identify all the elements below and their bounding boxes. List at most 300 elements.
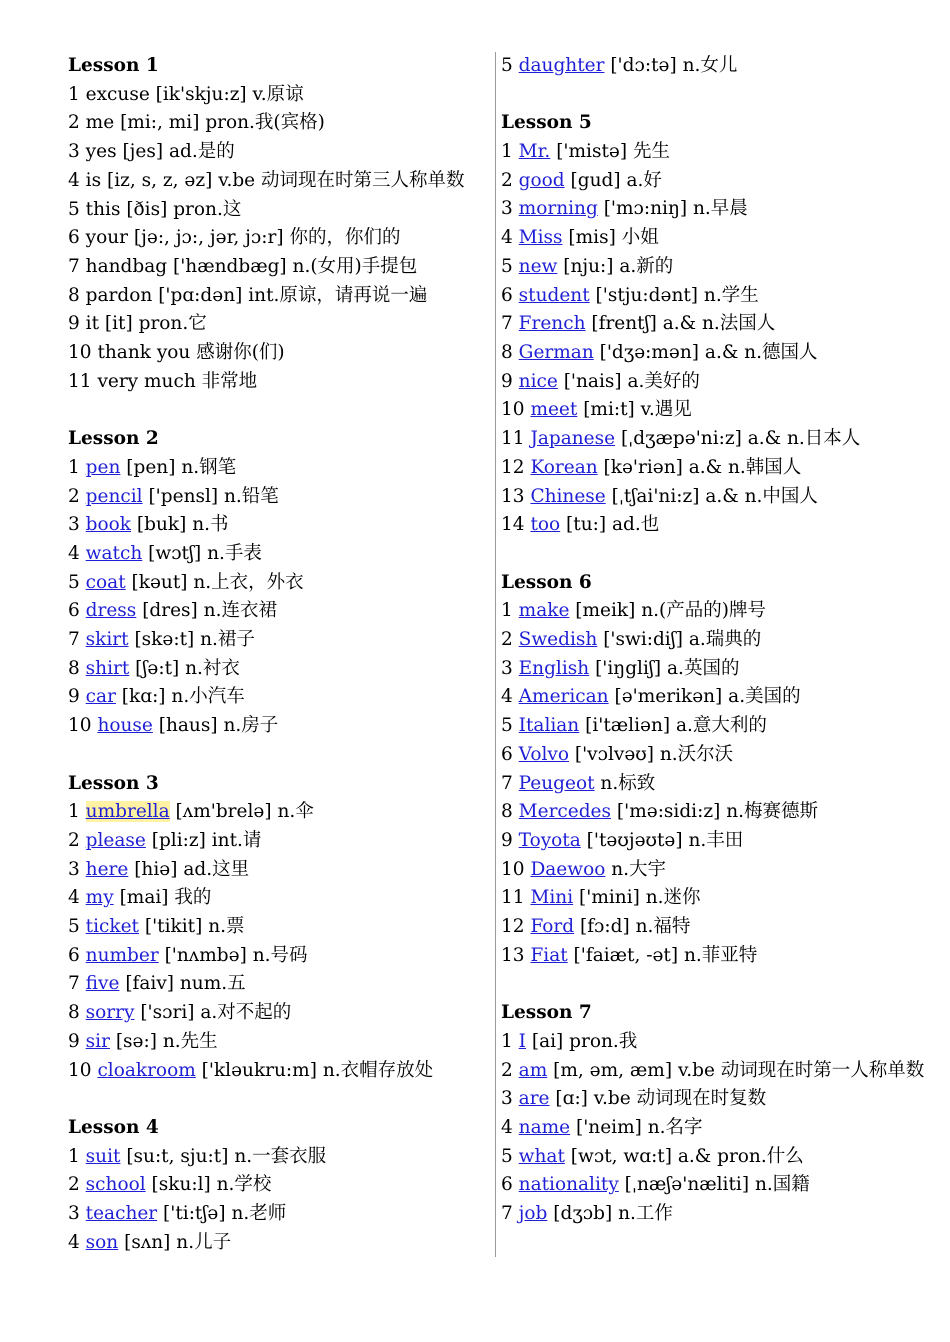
vocab-entry <box>68 282 488 311</box>
vocab-entry <box>501 856 926 885</box>
phonetic: [sʌn] <box>124 1231 171 1253</box>
vocab-entry <box>68 1028 488 1057</box>
vocab-entry <box>68 454 488 483</box>
entry-number: 4 <box>501 1116 513 1138</box>
word-link[interactable]: morning <box>518 198 598 220</box>
entry-word: very much <box>97 370 196 392</box>
entry-number: 8 <box>501 801 513 823</box>
vocab-entry <box>68 970 488 999</box>
lesson-title: Lesson 5 <box>501 112 592 134</box>
phonetic: [ɑ:] <box>555 1088 588 1110</box>
word-link[interactable]: too <box>530 514 561 536</box>
vocab-entry <box>501 425 926 454</box>
phonetic: [dres] <box>142 600 198 622</box>
word-link[interactable]: nationality <box>518 1174 619 1196</box>
vocab-entry <box>68 597 488 626</box>
entry-number: 10 <box>501 858 525 880</box>
word-link[interactable]: Fiat <box>530 944 568 966</box>
phonetic: [sku:l] <box>151 1174 211 1196</box>
definition: n.福特 <box>635 916 691 938</box>
vocab-entry <box>501 1085 926 1114</box>
right-column <box>501 52 926 1229</box>
word-link[interactable]: Mr. <box>518 141 551 163</box>
phonetic: [mi:, mi] <box>120 112 200 134</box>
phonetic: [ˌnæʃə'næliti] <box>624 1174 750 1196</box>
phonetic: [ˌdʒæpə'ni:z] <box>620 428 742 450</box>
vocab-entry <box>68 913 488 942</box>
word-link[interactable]: number <box>85 944 159 966</box>
blank-line <box>68 1085 488 1114</box>
vocab-entry <box>501 368 926 397</box>
phonetic: [frentʃ] <box>591 313 657 335</box>
definition: ad.也 <box>611 514 660 536</box>
entry-number: 12 <box>501 456 525 478</box>
word-link[interactable]: Italian <box>518 715 580 737</box>
entry-number: 8 <box>68 284 80 306</box>
word-link[interactable]: Peugeot <box>518 772 595 794</box>
definition: 非常地 <box>201 370 258 392</box>
entry-number: 1 <box>501 600 513 622</box>
phonetic: [jes] <box>122 141 164 163</box>
entry-number: 5 <box>501 55 513 76</box>
word-link[interactable]: five <box>85 973 120 995</box>
definition: a.& n.韩国人 <box>688 456 802 478</box>
word-link[interactable]: Toyota <box>518 829 581 851</box>
vocab-entry <box>501 1171 926 1200</box>
phonetic: [sə:] <box>115 1030 157 1052</box>
phonetic: [ai] <box>531 1030 564 1052</box>
word-link[interactable]: dress <box>85 600 137 622</box>
word-link[interactable]: English <box>518 657 590 679</box>
phonetic: ['təʊjəʊtə] <box>586 829 683 851</box>
vocab-entry <box>501 712 926 741</box>
vocab-entry <box>68 109 488 138</box>
entry-number: 3 <box>501 198 513 220</box>
definition: int.原谅，请再说一遍 <box>248 284 428 306</box>
phonetic: ['dʒə:mən] <box>599 342 700 363</box>
vocab-entry <box>501 597 926 626</box>
phonetic: ['sɔri] <box>140 1002 195 1024</box>
entry-number: 1 <box>68 1145 80 1167</box>
entry-number: 6 <box>501 743 513 765</box>
definition: ad.是的 <box>168 141 235 163</box>
definition: n.号码 <box>252 944 308 966</box>
word-link[interactable]: American <box>518 686 609 708</box>
definition: pron.我(宾格) <box>205 112 325 134</box>
vocab-entry <box>501 626 926 655</box>
word-link[interactable]: what <box>518 1145 565 1167</box>
entry-number: 11 <box>68 370 92 392</box>
phonetic: [buk] <box>136 514 187 536</box>
phonetic: [kə'riən] <box>603 456 683 478</box>
phonetic: ['vɔlvəʊ] <box>574 743 654 765</box>
vocab-entry <box>501 1200 926 1229</box>
word-link[interactable]: I <box>518 1030 526 1052</box>
definition: pron.这 <box>173 198 242 220</box>
word-link[interactable]: suit <box>85 1145 121 1167</box>
definition: n.学生 <box>703 284 759 306</box>
entry-word: your <box>85 227 129 249</box>
vocab-entry <box>501 454 926 483</box>
definition: n.名字 <box>647 1116 703 1138</box>
vocab-entry <box>501 167 926 196</box>
blank-line <box>501 540 926 569</box>
word-link[interactable]: Korean <box>530 456 598 478</box>
phonetic: [ʃə:t] <box>135 657 180 679</box>
word-link[interactable]: Mercedes <box>518 801 612 823</box>
lesson-title: Lesson 2 <box>68 428 159 450</box>
word-link[interactable]: German <box>518 342 594 363</box>
entry-number: 7 <box>68 629 80 651</box>
word-link[interactable]: Chinese <box>530 485 606 507</box>
definition: 小姐 <box>621 227 659 249</box>
vocab-entry <box>68 655 488 684</box>
vocab-entry <box>501 310 926 339</box>
vocab-entry <box>68 683 488 712</box>
phonetic: [ˌtʃai'ni:z] <box>611 485 700 507</box>
word-link[interactable]: French <box>518 313 586 335</box>
entry-word: excuse <box>85 83 150 105</box>
vocab-entry <box>501 195 926 224</box>
vocab-entry <box>501 683 926 712</box>
word-link[interactable]: watch <box>85 542 143 564</box>
entry-number: 3 <box>501 1088 513 1110</box>
word-link[interactable]: house <box>97 715 153 737</box>
word-link[interactable]: nice <box>518 370 558 392</box>
definition: n.铅笔 <box>224 485 279 507</box>
word-link[interactable]: school <box>85 1174 146 1196</box>
definition: n.连衣裙 <box>203 600 277 622</box>
word-link[interactable]: sorry <box>85 1002 135 1024</box>
vocab-entry <box>68 339 488 368</box>
definition: n.上衣，外衣 <box>193 571 304 593</box>
vocab-entry <box>501 655 926 684</box>
entry-number: 7 <box>501 313 513 335</box>
phonetic: [pen] <box>126 456 176 478</box>
definition: a.& pron.什么 <box>677 1145 804 1167</box>
word-link[interactable]: am <box>518 1059 548 1081</box>
word-link[interactable]: are <box>518 1088 550 1110</box>
definition: pron.它 <box>138 313 207 335</box>
entry-word: is <box>85 169 102 191</box>
definition: n.大宇 <box>611 858 667 880</box>
word-link[interactable]: Miss <box>518 227 563 249</box>
vocab-entry <box>68 224 488 253</box>
entry-number: 8 <box>501 342 513 363</box>
entry-number: 12 <box>501 916 525 938</box>
entry-number: 13 <box>501 944 525 966</box>
vocab-entry <box>501 798 926 827</box>
blank-line <box>68 396 488 425</box>
vocab-entry <box>501 483 926 512</box>
definition: n.女儿 <box>682 55 738 76</box>
word-link[interactable]: shirt <box>85 657 130 679</box>
phonetic: [haus] <box>158 715 218 737</box>
entry-number: 1 <box>68 801 80 823</box>
word-link[interactable]: son <box>85 1231 119 1253</box>
vocab-entry <box>68 942 488 971</box>
entry-number: 1 <box>501 1030 513 1052</box>
vocab-entry <box>68 999 488 1028</box>
entry-word: pardon <box>85 284 153 306</box>
word-link[interactable]: sir <box>85 1030 110 1052</box>
definition: v.遇见 <box>640 399 692 421</box>
entry-number: 9 <box>501 829 513 851</box>
vocab-entry <box>501 1114 926 1143</box>
definition: a.美好的 <box>627 370 700 392</box>
entry-number: 3 <box>68 141 80 163</box>
phonetic: ['faiæt, -ət] <box>573 944 679 966</box>
phonetic: [faiv] <box>125 973 174 995</box>
definition: n.迷你 <box>645 887 701 909</box>
entry-number: 5 <box>68 571 80 593</box>
entry-number: 4 <box>68 169 80 191</box>
vocab-entry <box>68 798 488 827</box>
definition: n.衣帽存放处 <box>322 1059 434 1081</box>
entry-number: 6 <box>501 284 513 306</box>
definition: a.美国的 <box>728 686 801 708</box>
word-link[interactable]: new <box>518 255 558 277</box>
phonetic: [jə:, jɔ:, jər, jɔ:r] <box>133 227 284 249</box>
entry-number: 6 <box>68 227 80 249</box>
word-link[interactable]: Volvo <box>518 743 569 765</box>
definition: n.票 <box>208 916 245 938</box>
definition: n.学校 <box>216 1174 272 1196</box>
definition: 你的，你们的 <box>289 227 401 249</box>
vocab-entry <box>501 511 926 540</box>
entry-number: 3 <box>68 858 80 880</box>
vocab-entry <box>68 1229 488 1258</box>
entry-number: 2 <box>68 485 80 507</box>
word-link[interactable]: Daewoo <box>530 858 606 880</box>
vocab-entry <box>501 1028 926 1057</box>
phonetic: [kɑ:] <box>121 686 166 708</box>
vocab-entry <box>501 253 926 282</box>
definition: n.裙子 <box>200 629 255 651</box>
entry-number: 2 <box>501 629 513 650</box>
definition: 我的 <box>174 887 212 909</box>
word-link[interactable]: coat <box>85 571 126 593</box>
phonetic: ['stju:dənt] <box>595 284 699 306</box>
word-link[interactable]: umbrella <box>85 801 170 823</box>
vocab-entry <box>68 1143 488 1172</box>
definition: n.老师 <box>231 1203 287 1225</box>
definition: a.意大利的 <box>675 715 767 737</box>
phonetic: [dʒɔb] <box>553 1203 613 1225</box>
entry-number: 3 <box>501 657 513 679</box>
entry-word: thank you <box>97 342 191 364</box>
phonetic: [it] <box>104 313 133 335</box>
entry-number: 6 <box>68 944 80 966</box>
word-link[interactable]: car <box>85 686 116 708</box>
definition: a.英国的 <box>667 657 740 679</box>
definition: n.国籍 <box>754 1174 810 1196</box>
word-link[interactable]: student <box>518 284 590 306</box>
word-link[interactable]: Swedish <box>518 629 598 650</box>
phonetic: ['dɔ:tə] <box>610 55 677 76</box>
word-link[interactable]: book <box>85 514 132 536</box>
definition: n.(产品的)牌号 <box>641 600 766 622</box>
entry-number: 5 <box>68 916 80 938</box>
definition: 感谢你(们) <box>196 342 285 364</box>
vocab-entry <box>68 511 488 540</box>
entry-number: 11 <box>501 887 525 909</box>
entry-number: 2 <box>501 169 513 191</box>
definition: a.对不起的 <box>200 1002 292 1024</box>
vocab-entry <box>501 770 926 799</box>
vocab-entry <box>68 1200 488 1229</box>
entry-number: 7 <box>501 772 513 794</box>
word-link[interactable]: meet <box>530 399 578 421</box>
column-divider <box>495 52 496 1257</box>
phonetic: ['mɔ:niŋ] <box>603 198 688 220</box>
entry-word: handbag <box>85 255 168 277</box>
lesson-title: Lesson 6 <box>501 571 592 593</box>
word-link[interactable]: job <box>518 1203 548 1225</box>
word-link[interactable]: Ford <box>530 916 575 938</box>
blank-line <box>68 741 488 770</box>
phonetic: ['mistə] <box>556 141 628 163</box>
entry-word: this <box>85 198 121 220</box>
entry-number: 4 <box>501 227 513 249</box>
word-link[interactable]: please <box>85 829 146 851</box>
entry-number: 9 <box>68 686 80 708</box>
phonetic: ['hændbæg] <box>172 255 287 277</box>
phonetic: ['swi:diʃ] <box>603 629 683 650</box>
phonetic: [tu:] <box>566 514 607 536</box>
phonetic: ['nʌmbə] <box>164 944 247 966</box>
word-link[interactable]: my <box>85 887 114 909</box>
phonetic: [ə'merikən] <box>614 686 723 708</box>
definition: 先生 <box>632 141 670 163</box>
entry-number: 14 <box>501 514 525 536</box>
entry-number: 9 <box>501 370 513 392</box>
vocab-entry <box>501 1143 926 1172</box>
entry-number: 7 <box>68 255 80 277</box>
phonetic: ['kləukru:m] <box>201 1059 317 1081</box>
phonetic: [i'tæliən] <box>585 715 671 737</box>
entry-number: 5 <box>501 1145 513 1167</box>
vocab-entry <box>501 224 926 253</box>
entry-number: 9 <box>68 313 80 335</box>
phonetic: [hiə] <box>134 858 178 880</box>
word-link[interactable]: ticket <box>85 916 139 938</box>
lesson-title: Lesson 7 <box>501 1002 592 1024</box>
phonetic: ['pɑ:dən] <box>158 284 243 306</box>
lesson-title: Lesson 1 <box>68 55 159 76</box>
phonetic: [ik'skju:z] <box>155 83 247 105</box>
vocab-entry <box>501 913 926 942</box>
definition: n.钢笔 <box>181 456 237 478</box>
entry-number: 13 <box>501 485 525 507</box>
phonetic: [wɔt, wɑ:t] <box>570 1145 672 1167</box>
vocab-entry <box>68 253 488 282</box>
word-link[interactable]: make <box>518 600 570 622</box>
definition: n.丰田 <box>688 829 744 851</box>
word-link[interactable]: Mini <box>530 887 574 909</box>
definition: a.& n.中国人 <box>705 485 818 507</box>
definition: v.be 动词现在时第一人称单数 <box>677 1059 925 1081</box>
entry-number: 4 <box>501 686 513 708</box>
vocab-entry <box>68 884 488 913</box>
entry-number: 10 <box>501 399 525 421</box>
definition: n.工作 <box>618 1203 673 1225</box>
vocab-entry <box>501 1057 926 1086</box>
entry-number: 1 <box>501 141 513 163</box>
definition: a.好 <box>626 169 662 191</box>
word-link[interactable]: Japanese <box>530 428 616 450</box>
entry-number: 2 <box>68 829 80 851</box>
definition: v.原谅 <box>252 83 304 105</box>
definition: a.新的 <box>619 255 674 277</box>
phonetic: ['ti:tʃə] <box>163 1203 226 1225</box>
word-link[interactable]: name <box>518 1116 571 1138</box>
word-link[interactable]: here <box>85 858 129 880</box>
entry-number: 2 <box>68 1174 80 1196</box>
vocab-entry <box>68 569 488 598</box>
entry-number: 4 <box>68 887 80 909</box>
phonetic: [meik] <box>575 600 636 622</box>
phonetic: ['pensl] <box>148 485 219 507</box>
definition: n.梅赛德斯 <box>726 801 818 823</box>
word-link[interactable]: skirt <box>85 629 129 651</box>
vocab-entry <box>501 138 926 167</box>
word-link[interactable]: pen <box>85 456 121 478</box>
vocab-entry <box>501 52 926 81</box>
vocab-entry <box>68 138 488 167</box>
vocab-entry <box>68 827 488 856</box>
definition: n.儿子 <box>176 1231 232 1253</box>
phonetic: [ʌm'brelə] <box>175 801 272 823</box>
definition: n.沃尔沃 <box>659 743 734 765</box>
vocab-entry <box>68 167 488 196</box>
word-link[interactable]: teacher <box>85 1203 158 1225</box>
definition: n.衬衣 <box>185 657 240 679</box>
word-link[interactable]: good <box>518 169 565 191</box>
definition: n.先生 <box>162 1030 218 1052</box>
definition: n.书 <box>192 514 229 536</box>
definition: n.标致 <box>600 772 656 794</box>
entry-number: 11 <box>501 428 525 450</box>
word-link[interactable]: cloakroom <box>97 1059 196 1081</box>
definition: v.be 动词现在时第三人称单数 <box>218 169 465 191</box>
phonetic: ['iŋgliʃ] <box>595 657 662 679</box>
phonetic: [gud] <box>570 169 621 191</box>
definition: n.伞 <box>277 801 314 823</box>
entry-number: 10 <box>68 715 92 737</box>
vocab-entry <box>68 310 488 339</box>
blank-line <box>501 970 926 999</box>
blank-line <box>501 81 926 110</box>
entry-word: me <box>85 112 115 134</box>
phonetic: [kəut] <box>131 571 188 593</box>
word-link[interactable]: pencil <box>85 485 143 507</box>
phonetic: ['neim] <box>576 1116 642 1138</box>
vocab-entry <box>68 1171 488 1200</box>
vocab-entry <box>501 396 926 425</box>
definition: a.瑞典的 <box>688 629 762 650</box>
definition: int.请 <box>211 829 262 851</box>
vocab-entry <box>68 196 488 225</box>
vocab-entry <box>68 712 488 741</box>
definition: pron.我 <box>569 1030 638 1052</box>
entry-word: it <box>85 313 100 335</box>
word-link[interactable]: daughter <box>518 55 605 76</box>
entry-number: 9 <box>68 1030 80 1052</box>
entry-number: 6 <box>68 600 80 622</box>
vocab-entry <box>501 339 926 368</box>
phonetic: [nju:] <box>563 255 614 277</box>
